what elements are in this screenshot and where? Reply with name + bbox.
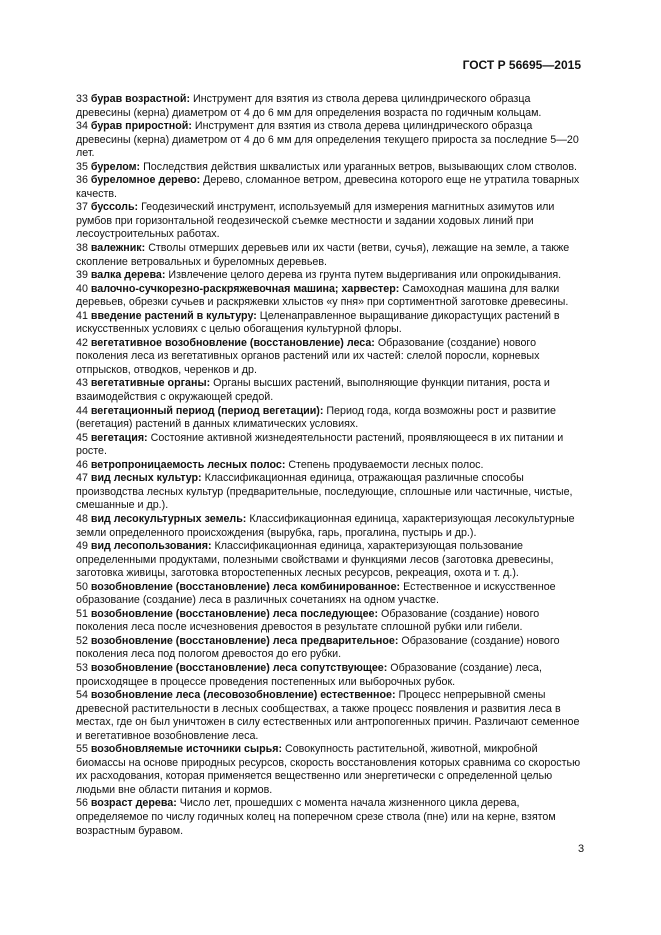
entry-35 <box>76 161 585 175</box>
entry-47 <box>76 472 585 513</box>
entry-definition: Дерево, сломанное ветром, древесина которого еще не утратила товарных качеств. <box>76 174 580 200</box>
entry-term: буссоль: <box>90 201 139 214</box>
entry-definition: Естественное и искусственное образование (создание) леса в различных сочетаниях на одном участке. <box>76 580 556 607</box>
entry-46 <box>76 459 585 473</box>
entry-term: возобновление (восстановление) леса последующее: <box>90 607 379 620</box>
entry-definition: Классификационная единица, характеризующая пользование определенными продуктами, полезными свойствами и функциями лесов (заготовка древесины, заготовка живицы, заготовка второстепенных лесных ресурсов, рекреация, охота и т. д.). <box>76 540 554 580</box>
entry-49 <box>76 540 585 581</box>
entry-definition: Число лет, прошедших с момента начала жизненного цикла дерева, определяемое по числу годичных колец на поперечном срезе ствола (пне) или на керне, взятом возрастным буравом. <box>76 797 556 837</box>
entry-definition: Инструмент для взятия из ствола дерева цилиндрического образца древесины (керна) диаметром от 4 до 6 мм для определения текущего прироста за последние 5—20 лет. <box>76 120 579 160</box>
entry-36 <box>76 174 585 201</box>
entry-num: 50 <box>76 580 88 593</box>
entry-num: 49 <box>76 540 88 553</box>
glossary-body <box>76 93 585 838</box>
entry-term: возобновление леса (лесовозобновление) естественное: <box>90 689 396 702</box>
page-number: 3 <box>578 843 585 855</box>
entry-num: 39 <box>76 269 88 282</box>
entry-41 <box>76 310 585 337</box>
entry-term: валежник: <box>90 242 146 255</box>
entry-term: вегетативное возобновление (восстановление) леса: <box>90 336 375 349</box>
entry-term: возобновление (восстановление) леса предварительное: <box>90 634 399 647</box>
entry-num: 55 <box>76 743 88 756</box>
entry-num: 51 <box>76 607 88 620</box>
entry-num: 53 <box>76 661 88 674</box>
entry-term: буреломное дерево: <box>90 174 201 187</box>
entry-38 <box>76 242 585 269</box>
entry-definition: Последствия действия шквалистых или ураганных ветров, вызывающих слом стволов. <box>140 160 578 173</box>
entry-num: 35 <box>76 160 88 173</box>
entry-definition: Органы высших растений, выполняющие функции питания, роста и взаимодействия с окружающей средой. <box>76 377 550 404</box>
entry-term: вид лесных культур: <box>90 472 202 485</box>
entry-39 <box>76 269 585 283</box>
entry-num: 47 <box>76 472 88 485</box>
entry-num: 46 <box>76 458 88 471</box>
entry-definition: Образование (создание) леса, происходящее в процессе проведения постепенных или выборочных рубок. <box>76 661 542 688</box>
entry-num: 44 <box>76 404 88 417</box>
entry-definition: Геодезический инструмент, используемый для измерения магнитных азимутов или румбов при горизонтальной геодезической съемке местности и задании ходовых линий при лесоустроительных работах. <box>76 201 555 241</box>
entry-num: 40 <box>76 282 88 295</box>
entry-num: 54 <box>76 689 88 702</box>
entry-definition: Образование (создание) нового поколения леса из вегетативных органов растений или их частей: слелой поросли, корневых отпрысков, отводков, черенков и др. <box>76 336 540 376</box>
entry-definition: Образование (создание) нового поколения леса под пологом древостоя до его рубки. <box>76 634 560 661</box>
entry-43 <box>76 377 585 404</box>
entry-51 <box>76 608 585 635</box>
entry-num: 36 <box>76 174 88 187</box>
entry-definition: Совокупность растительной, животной, микробной биомассы на основе природных ресурсов, скорость восстановления которых сравнима со скоростью их расходования, которая применяется вещественно или энергетически с определенной целью людьми вне области питания и кормов. <box>76 743 581 796</box>
entry-term: возобновление (восстановление) леса сопутствующее: <box>90 661 388 674</box>
entry-num: 48 <box>76 512 88 525</box>
entry-num: 42 <box>76 336 88 349</box>
entry-term: вегетация: <box>90 431 148 444</box>
entry-term: валка дерева: <box>90 269 166 282</box>
entry-num: 52 <box>76 634 88 647</box>
entry-50 <box>76 581 585 608</box>
entry-definition: Извлечение целого дерева из грунта путем выдергивания или опрокидывания. <box>165 269 562 282</box>
entry-term: бурелом: <box>90 160 141 173</box>
entry-45 <box>76 432 585 459</box>
entry-56 <box>76 797 585 838</box>
entry-52 <box>76 635 585 662</box>
entry-48 <box>76 513 585 540</box>
entry-num: 43 <box>76 377 88 390</box>
entry-42 <box>76 337 585 378</box>
entry-definition: Процесс непрерывной смены древесной растительности в лесных сообществах, а также процесс появления и развития леса в местах, где он был уничтожен в силу естественных или антропогенных причин. Различают семенное и вегетативное возобновление леса. <box>76 689 580 742</box>
entry-num: 37 <box>76 201 88 214</box>
entry-term: валочно-сучкорезно-раскряжевочная машина; харвестер: <box>90 282 400 295</box>
entry-definition: Стволы отмерших деревьев или их части (ветви, сучья), лежащие на земле, а также скопление ветровальных и буреломных деревьев. <box>76 242 570 268</box>
entry-num: 38 <box>76 242 88 255</box>
entry-definition: Образование (создание) нового поколения леса после исчезновения древостоя в результате сплошной рубки или гибели. <box>76 607 540 634</box>
entry-40 <box>76 283 585 310</box>
entry-term: возобновляемые источники сырья: <box>90 743 283 756</box>
entry-term: вид лесопользования: <box>90 540 212 553</box>
entry-term: вид лесокультурных земель: <box>90 512 247 525</box>
entry-definition: Период года, когда возможны рост и развитие (вегетация) растений в данных климатических условиях. <box>76 404 556 431</box>
entry-37 <box>76 201 585 242</box>
entry-definition: Классификационная единица, характеризующая лесокультурные земли определенного происхождения (вырубка, гарь, прогалина, пустырь и др.). <box>76 512 575 539</box>
entry-num: 56 <box>76 797 88 810</box>
entry-definition: Классификационная единица, отражающая различные способы производства лесных культур (предварительные, последующие, сплошные или частичные, чистые, смешанные и др.). <box>76 472 573 512</box>
entry-term: бурав возрастной: <box>90 93 191 105</box>
entry-term: ветропроницаемость лесных полос: <box>90 458 286 471</box>
entry-num: 34 <box>76 120 88 133</box>
entry-54 <box>76 689 585 743</box>
entry-33 <box>76 93 585 120</box>
entry-num: 33 <box>76 93 88 105</box>
entry-44 <box>76 405 585 432</box>
entry-53 <box>76 662 585 689</box>
entry-definition: Самоходная машина для валки деревьев, обрезки сучьев и раскряжевки хлыстов «у пня» при сортиментной заготовке древесины. <box>76 282 569 309</box>
entry-term: введение растений в культуру: <box>90 309 257 322</box>
entry-term: возобновление (восстановление) леса комбинированное: <box>90 580 401 593</box>
entry-num: 45 <box>76 431 88 444</box>
entry-definition: Степень продуваемости лесных полос. <box>285 458 484 471</box>
entry-definition: Целенаправленное выращивание дикорастущих растений в искусственных условиях с целью обогащения культурной флоры. <box>76 309 560 336</box>
entry-num: 41 <box>76 309 88 322</box>
entry-34 <box>76 120 585 161</box>
entry-55 <box>76 743 585 797</box>
entry-definition: Состояние активной жизнедеятельности растений, проявляющееся в их питании и росте. <box>76 431 564 458</box>
document-header: ГОСТ Р 56695—2015 <box>462 58 581 72</box>
entry-term: вегетационный период (период вегетации): <box>90 404 324 417</box>
entry-term: бурав приростной: <box>90 120 192 133</box>
entry-definition: Инструмент для взятия из ствола дерева цилиндрического образца древесины (керна) диаметром от 4 до 6 мм для определения возраста по годичным кольцам. <box>76 93 542 119</box>
entry-term: вегетативные органы: <box>90 377 211 390</box>
entry-term: возраст дерева: <box>90 797 177 810</box>
